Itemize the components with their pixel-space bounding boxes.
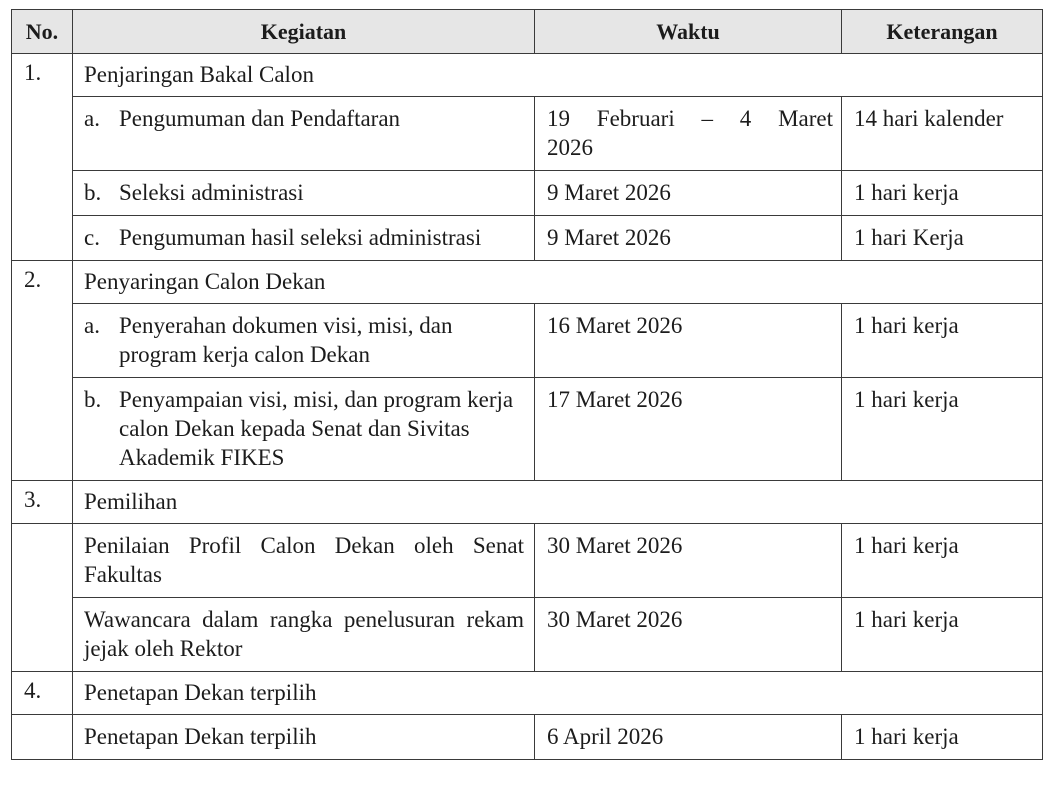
section-number: 4.	[12, 672, 73, 715]
header-waktu: Waktu	[535, 10, 842, 54]
schedule-document	[11, 9, 1042, 760]
item-kegiatan: Penyampaian visi, misi, dan program kerja calon Dekan kepada Senat dan Sivitas Akademik FIKES	[119, 387, 514, 470]
waktu-cell: 16 Maret 2026	[535, 304, 842, 378]
section-title: Penjaringan Bakal Calon	[73, 54, 1043, 97]
item-kegiatan: Pengumuman hasil seleksi administrasi	[119, 225, 482, 250]
table-row	[12, 715, 1043, 760]
table-row	[12, 304, 1043, 378]
kegiatan-cell	[73, 304, 535, 378]
item-kegiatan: Penyerahan dokumen visi, misi, dan program kerja calon Dekan	[119, 313, 453, 367]
section-number: 3.	[12, 481, 73, 524]
keterangan-cell: 1 hari Kerja	[842, 216, 1043, 261]
item-kegiatan: Seleksi administrasi	[119, 180, 304, 205]
table-row	[12, 378, 1043, 481]
header-kegiatan: Kegiatan	[73, 10, 535, 54]
item-letter: a.	[84, 313, 100, 338]
item-letter: b.	[84, 180, 102, 205]
table-row	[12, 97, 1043, 171]
keterangan-cell: 1 hari kerja	[842, 378, 1043, 481]
keterangan-cell: 14 hari kalender	[842, 97, 1043, 171]
header-no: No.	[12, 10, 73, 54]
waktu-cell: 17 Maret 2026	[535, 378, 842, 481]
section-row	[12, 481, 1043, 524]
keterangan-cell: 1 hari kerja	[842, 171, 1043, 216]
section-number: 1.	[12, 54, 73, 261]
waktu-cell: 6 April 2026	[535, 715, 842, 760]
table-row	[12, 524, 1043, 598]
empty-no-cell	[12, 715, 73, 760]
empty-no-cell	[12, 598, 73, 672]
section-row	[12, 54, 1043, 97]
section-row	[12, 672, 1043, 715]
table-row	[12, 216, 1043, 261]
section-title: Pemilihan	[73, 481, 1043, 524]
waktu-cell: 30 Maret 2026	[535, 598, 842, 672]
section-row	[12, 261, 1043, 304]
keterangan-cell: 1 hari kerja	[842, 598, 1043, 672]
table-row	[12, 171, 1043, 216]
empty-no-cell	[12, 524, 73, 598]
waktu-cell: 30 Maret 2026	[535, 524, 842, 598]
item-kegiatan: Wawancara dalam rangka penelusuran rekam jejak oleh Rektor	[73, 598, 535, 672]
section-number: 2.	[12, 261, 73, 481]
keterangan-cell: 1 hari kerja	[842, 524, 1043, 598]
item-kegiatan: Penetapan Dekan terpilih	[73, 715, 535, 760]
item-kegiatan: Penilaian Profil Calon Dekan oleh Senat Fakultas	[73, 524, 535, 598]
keterangan-cell: 1 hari kerja	[842, 715, 1043, 760]
item-letter: a.	[84, 106, 100, 131]
kegiatan-cell	[73, 97, 535, 171]
schedule-table	[11, 9, 1043, 760]
waktu-cell: 9 Maret 2026	[535, 216, 842, 261]
table-row	[12, 598, 1043, 672]
kegiatan-cell	[73, 216, 535, 261]
kegiatan-cell	[73, 378, 535, 481]
section-title: Penyaringan Calon Dekan	[73, 261, 1043, 304]
item-kegiatan: Pengumuman dan Pendaftaran	[119, 106, 401, 131]
item-letter: c.	[84, 225, 100, 250]
kegiatan-cell	[73, 171, 535, 216]
header-keterangan: Keterangan	[842, 10, 1043, 54]
keterangan-cell: 1 hari kerja	[842, 304, 1043, 378]
section-title: Penetapan Dekan terpilih	[73, 672, 1043, 715]
item-letter: b.	[84, 387, 102, 412]
waktu-cell: 9 Maret 2026	[535, 171, 842, 216]
header-row	[12, 10, 1043, 54]
waktu-cell: 19 Februari – 4 Maret 2026	[535, 97, 842, 171]
